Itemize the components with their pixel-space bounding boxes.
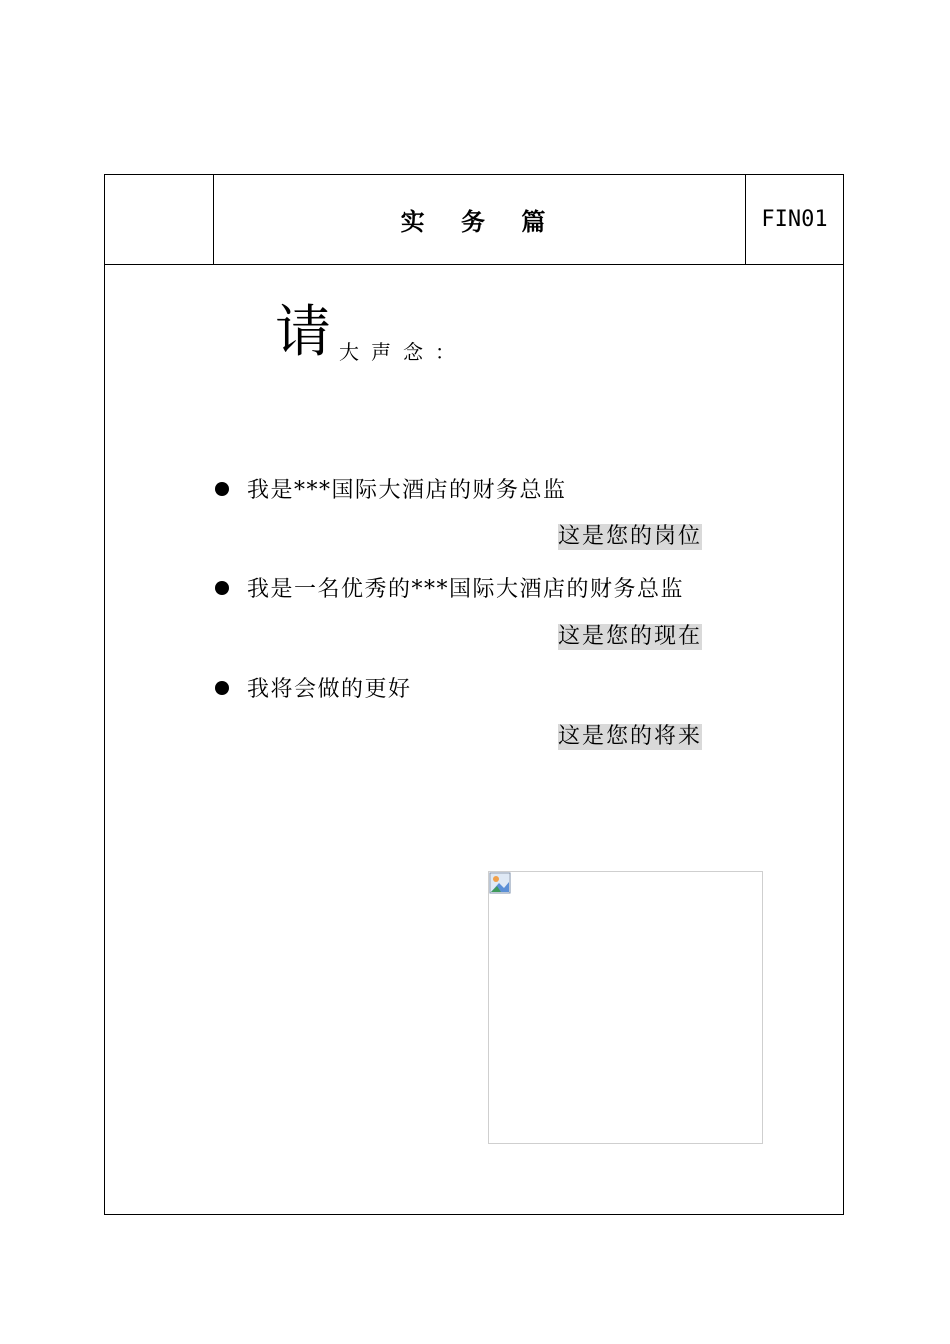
list-item-note: 这是您的现在 <box>558 624 703 649</box>
list-item <box>215 672 412 703</box>
list-item-note: 这是您的岗位 <box>558 524 703 549</box>
bullet-icon <box>215 581 229 595</box>
header-cell-empty <box>105 175 214 264</box>
heading-rest: 大声念： <box>339 340 467 364</box>
read-aloud-heading <box>275 293 467 373</box>
list-item <box>215 572 684 603</box>
heading-big-char: 请 <box>275 300 331 365</box>
bullet-icon <box>215 681 229 695</box>
list-item-text: 我是***国际大酒店的财务总监 <box>247 478 567 503</box>
document-frame <box>104 174 844 1215</box>
list-item-note: 这是您的将来 <box>558 724 703 749</box>
bullet-icon <box>215 482 229 496</box>
header-title: 实 务 篇 <box>400 207 560 236</box>
list-item-text: 我将会做的更好 <box>247 677 412 702</box>
list-item-text: 我是一名优秀的***国际大酒店的财务总监 <box>247 577 685 602</box>
broken-image-icon <box>489 872 511 894</box>
image-placeholder <box>488 871 763 1144</box>
header-row <box>105 175 843 265</box>
list-item <box>215 473 567 504</box>
header-code: FIN01 <box>745 175 843 264</box>
